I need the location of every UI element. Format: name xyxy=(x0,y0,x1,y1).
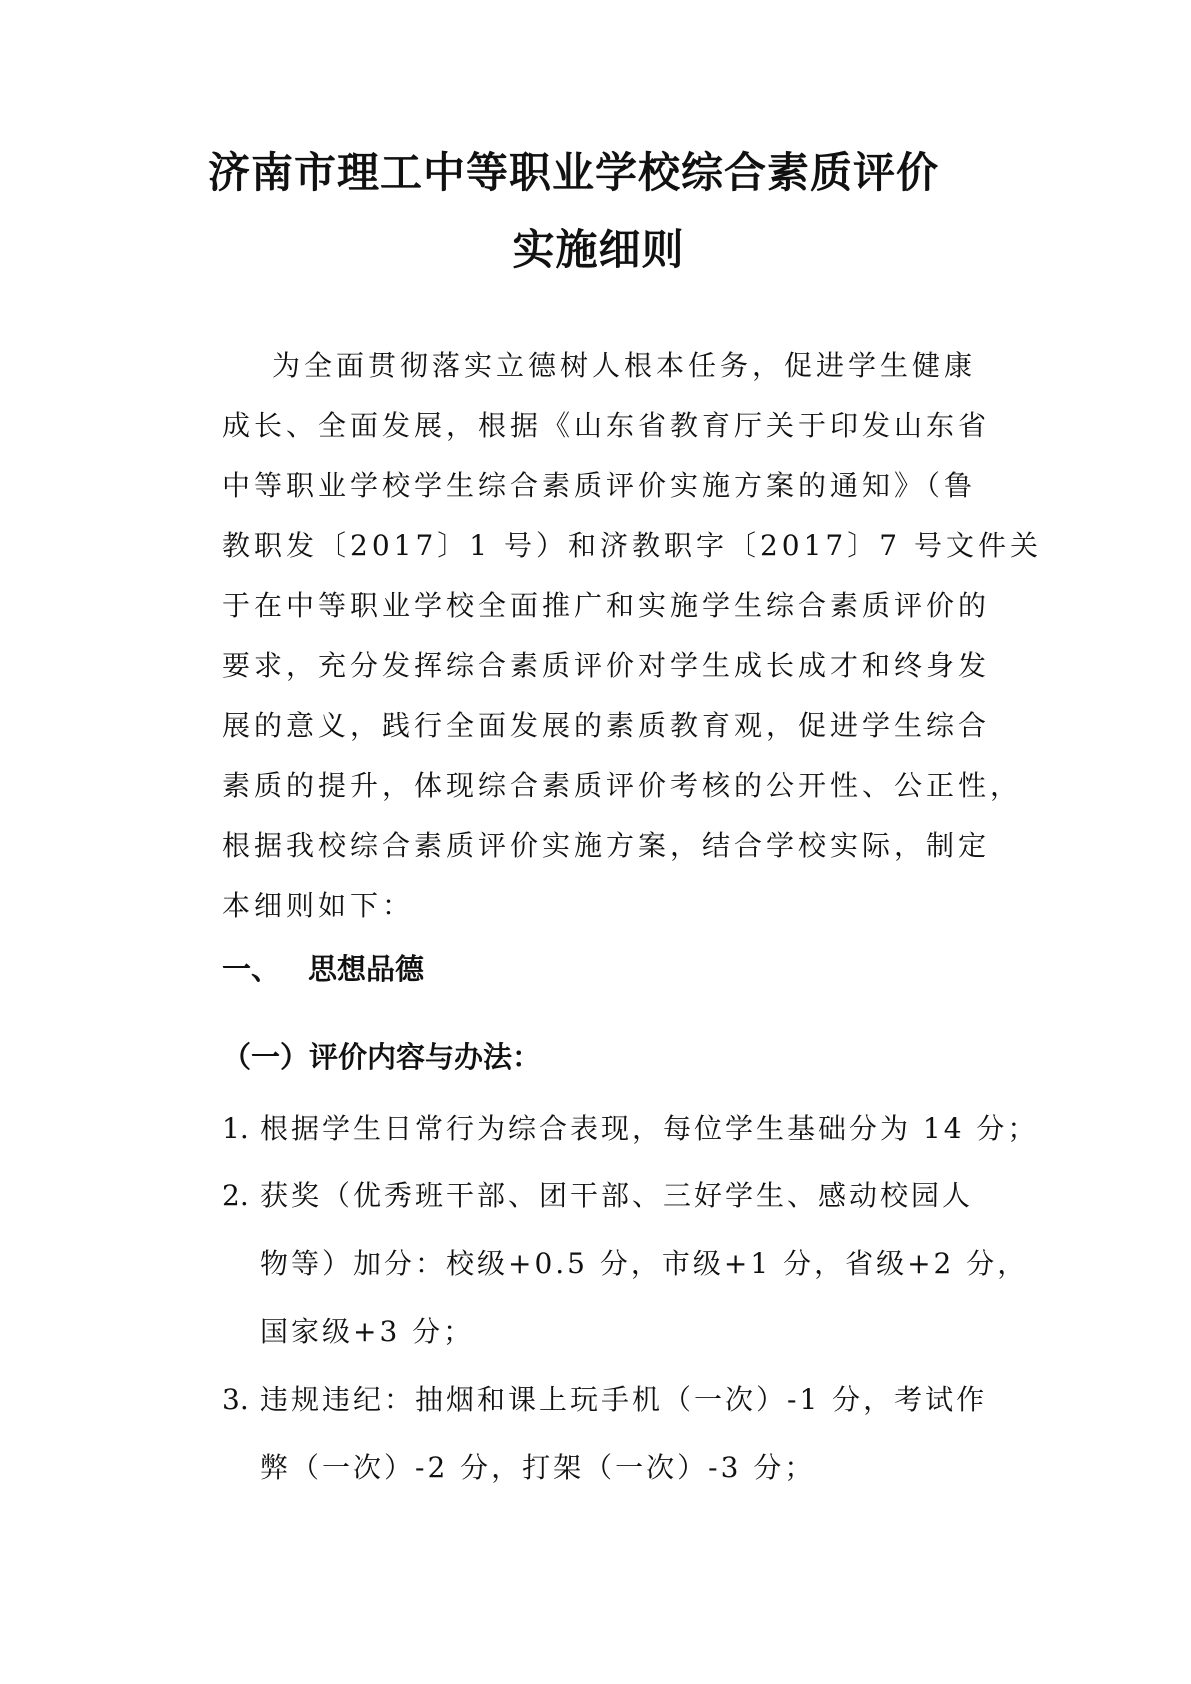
intro-line: 中等职业学校学生综合素质评价实施方案的通知》（鲁 xyxy=(222,469,977,502)
intro-line: 教职发〔2017〕1 号）和济教职字〔2017〕7 号文件关 xyxy=(222,529,1042,562)
intro-line: 本细则如下： xyxy=(222,889,415,922)
subsection-heading: （一）评价内容与办法： xyxy=(222,1040,542,1074)
section-title: 思想品德 xyxy=(308,952,425,986)
item-continuation: 国家级+3 分； xyxy=(260,1315,475,1348)
item-number: 2. xyxy=(222,1179,249,1212)
intro-line: 展的意义，践行全面发展的素质教育观，促进学生综合 xyxy=(222,709,991,742)
item-text: 根据学生日常行为综合表现，每位学生基础分为 14 分； xyxy=(260,1112,1039,1145)
intro-line: 于在中等职业学校全面推广和实施学生综合素质评价的 xyxy=(222,589,991,622)
item-number: 3. xyxy=(222,1383,249,1416)
item-number: 1. xyxy=(222,1112,249,1145)
list-item xyxy=(222,1112,1039,1145)
document-title-line-1: 济南市理工中等职业学校综合素质评价 xyxy=(207,148,939,197)
section-number: 一、 xyxy=(222,952,281,986)
intro-line: 根据我校综合素质评价实施方案，结合学校实际，制定 xyxy=(222,829,991,862)
document-title-line-2: 实施细则 xyxy=(512,225,685,274)
item-continuation: 弊（一次）-2 分，打架（一次）-3 分； xyxy=(260,1451,816,1484)
list-item xyxy=(222,1383,988,1416)
item-continuation: 物等）加分：校级+0.5 分，市级+1 分，省级+2 分， xyxy=(260,1247,1029,1280)
item-text: 获奖（优秀班干部、团干部、三好学生、感动校园人 xyxy=(260,1179,974,1212)
list-item xyxy=(222,1179,974,1212)
intro-line: 为全面贯彻落实立德树人根本任务，促进学生健康 xyxy=(272,349,977,382)
intro-line: 成长、全面发展，根据《山东省教育厅关于印发山东省 xyxy=(222,409,991,442)
intro-line: 素质的提升，体现综合素质评价考核的公开性、公正性， xyxy=(222,769,1023,802)
intro-line: 要求，充分发挥综合素质评价对学生成长成才和终身发 xyxy=(222,649,991,682)
section-heading xyxy=(222,952,425,986)
item-text: 违规违纪：抽烟和课上玩手机（一次）-1 分，考试作 xyxy=(260,1383,988,1416)
